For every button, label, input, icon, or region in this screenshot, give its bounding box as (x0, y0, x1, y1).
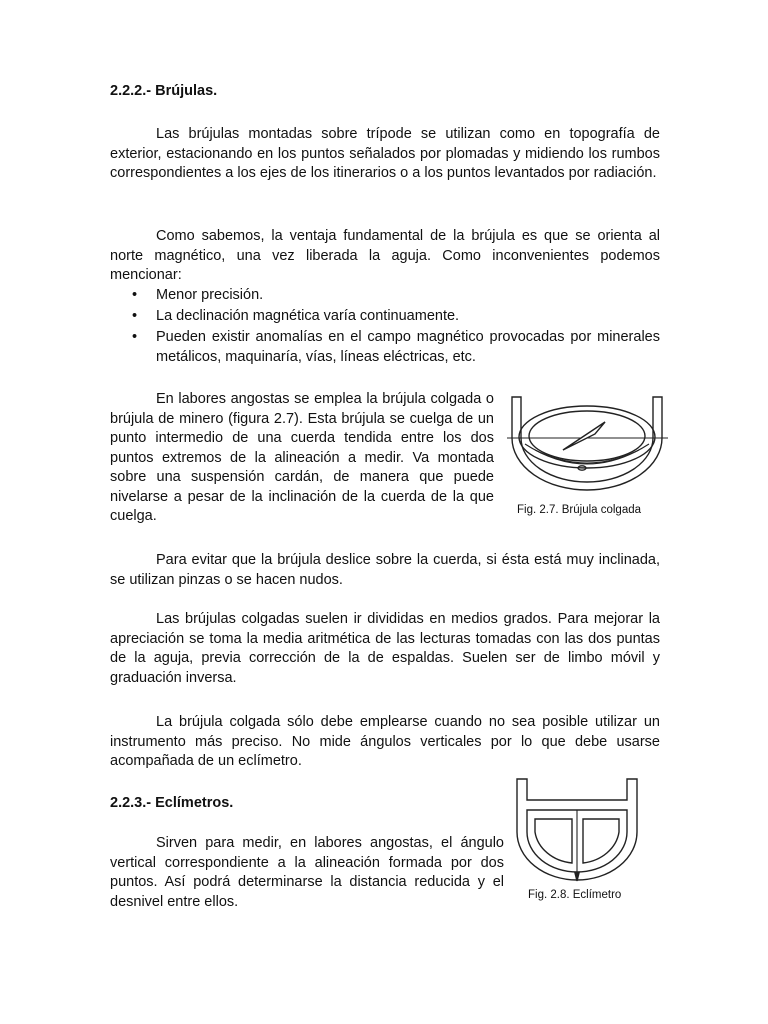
list-item: • Menor precisión. (110, 286, 660, 306)
list-item: • Pueden existir anomalías en el campo magnético provocadas por minerales metálicos, maquinaría, vías, líneas eléctricas, etc. (110, 328, 660, 367)
paragraph-brujulas-divididas: Las brújulas colgadas suelen ir divididas en medios grados. Para mejorar la apreciación se toma la media aritmética de las lecturas tomadas con las dos puntas de la aguja, previa corrección de la de espaldas. Suelen ser de limbo móvil y graduación inversa. (110, 611, 660, 686)
paragraph-uso-brujula-colgada: La brújula colgada sólo debe emplearse cuando no sea posible utilizar un instrumento más preciso. No mide ángulos verticales por lo que debe usarse acompañada de un eclímetro. (110, 714, 660, 769)
section-heading-brujulas: 2.2.2.- Brújulas. (110, 83, 218, 99)
paragraph-brujula-colgada: En labores angostas se emplea la brújula colgada o brújula de minero (figura 2.7). Esta brújula se cuelga de un punto intermedio de una cuerda tendida entre los dos puntos extremos de la alineación a medir. Va montada sobre una suspensión cardán, de manera que puede nivelarse a pesar de la inclinación de la cuerda de la que cuelga. (110, 391, 494, 524)
figure-caption-2-7: Fig. 2.7. Brújula colgada (517, 504, 642, 516)
paragraph-evitar-deslice: Para evitar que la brújula deslice sobre la cuerda, si ésta está muy inclinada, se utilizan pinzas o se hacen nudos. (110, 552, 660, 588)
paragraph-ventaja-brujula: Como sabemos, la ventaja fundamental de la brújula es que se orienta al norte magnético, una vez liberada la aguja. Como inconvenientes podemos mencionar: (110, 228, 660, 283)
list-item: • La declinación magnética varía continuamente. (110, 307, 660, 327)
figure-eclimetro (515, 777, 641, 883)
paragraph-brujulas-tripode: Las brújulas montadas sobre trípode se utilizan como en topografía de exterior, estacionando en los puntos señalados por plomadas y midiendo los rumbos correspondientes a los ejes de los itinerarios o a los puntos levantados por radiación. (110, 126, 660, 181)
section-heading-eclimetros: 2.2.3.- Eclímetros. (110, 795, 234, 811)
figure-brujula-colgada (505, 392, 670, 500)
paragraph-eclimetros: Sirven para medir, en labores angostas, el ángulo vertical correspondiente a la alineación formada por dos puntos. Así podrá determinarse la distancia reducida y el desnivel entre ellos. (110, 835, 504, 910)
figure-caption-2-8: Fig. 2.8. Eclímetro (528, 889, 622, 901)
inconvenientes-list (110, 286, 660, 369)
